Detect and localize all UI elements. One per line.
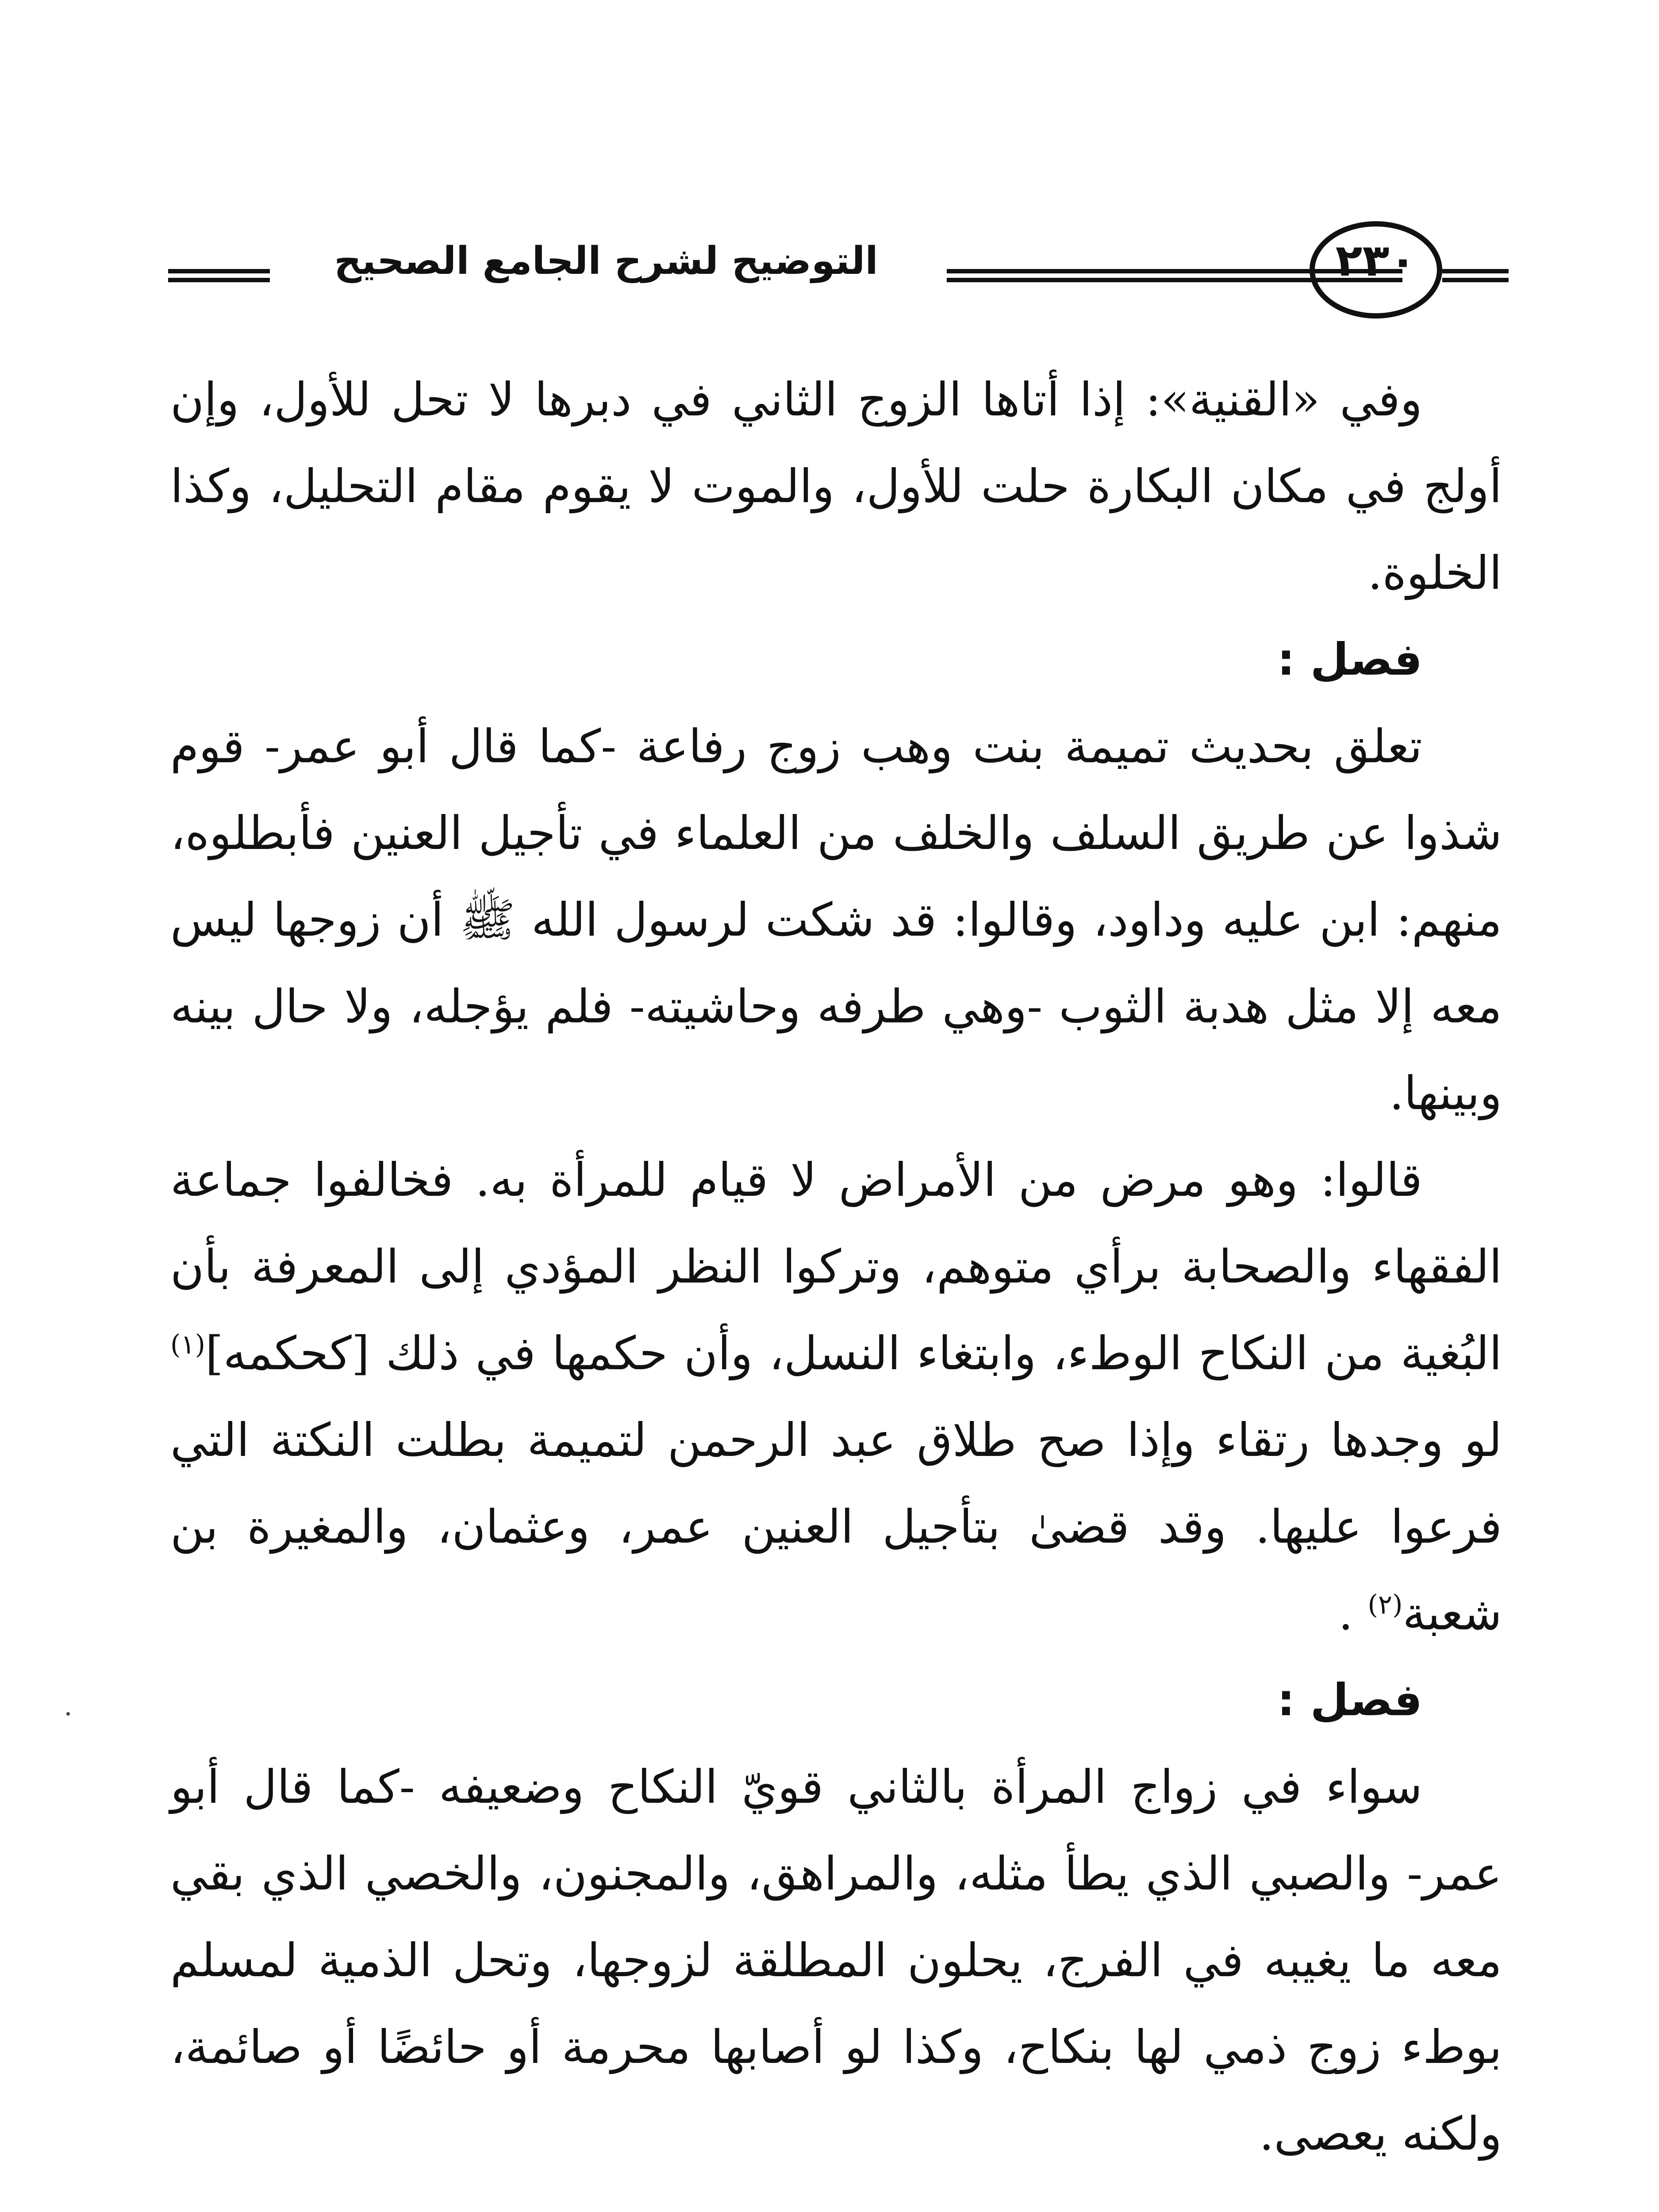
page-number-badge — [1310, 221, 1451, 323]
paragraph-qalu-part-a: قالوا: وهو مرض من الأمراض لا قيام للمرأة به. فخالفوا جماعة الفقهاء والصحابة برأي متوهم، وتركوا النظر المؤدي إلى المعرفة بأن البُغية من النكاح الوطء، وابتغاء النسل، وأن حكمها في ذلك [كحكمه] — [170, 1153, 1502, 1380]
section-heading-2: فصل : — [1277, 1674, 1422, 1726]
header-title: التوضيح لشرح الجامع الصحيح — [334, 239, 878, 283]
page-number: ٢٣٠ — [1335, 234, 1417, 286]
header-rule-right — [1442, 269, 1509, 282]
paragraph-qalu-part-c: . — [1338, 1586, 1368, 1640]
main-text — [170, 356, 1502, 2177]
paragraph-tamima-hadith: تعلق بحديث تميمة بنت وهب زوج رفاعة -كما قال أبو عمر- قوم شذوا عن طريق السلف والخلف من العلماء في تأجيل العنين فأبطلوه، منهم: ابن عليه وداود، وقالوا: قد شكت لرسول الله ﷺ أن زوجها ليس معه إلا مثل هدبة الثوب -وهي طرفه وحاشيته- فلم يؤجله، ولا حال بينه وبينها. — [170, 719, 1502, 1120]
scan-speck — [66, 1712, 70, 1716]
paragraph-sawaa: سواء في زواج المرأة بالثاني قويّ النكاح وضعيفه -كما قال أبو عمر- والصبي الذي يطأ مثله، والمراهق، والمجنون، والخصي الذي بقي معه ما يغيبه في الفرج، يحلون المطلقة لزوجها، وتحل الذمية لمسلم بوطء زوج ذمي لها بنكاح، وكذا لو أصابها محرمة أو حائضًا أو صائمة، ولكنه يعصى. — [170, 1760, 1502, 2161]
header-rule-left — [168, 269, 270, 282]
running-header — [168, 230, 1509, 319]
paragraph-qalu — [170, 1137, 1502, 1657]
section-heading-1: فصل : — [1277, 634, 1422, 685]
footnote-ref-1[interactable]: (١) — [170, 1329, 206, 1360]
paragraph-qalu-part-b: لو وجدها رتقاء وإذا صح طلاق عبد الرحمن لتميمة بطلت النكتة التي فرعوا عليها. وقد قضىٰ بتأجيل العنين عمر، وعثمان، والمغيرة بن شعبة — [170, 1413, 1502, 1640]
paragraph-qunya: وفي «القنية»: إذا أتاها الزوج الثاني في دبرها لا تحل للأول، وإن أولج في مكان البكارة حلت للأول، والموت لا يقوم مقام التحليل، وكذا الخلوة. — [170, 373, 1502, 600]
footnote-ref-2[interactable]: (٢) — [1367, 1589, 1403, 1621]
